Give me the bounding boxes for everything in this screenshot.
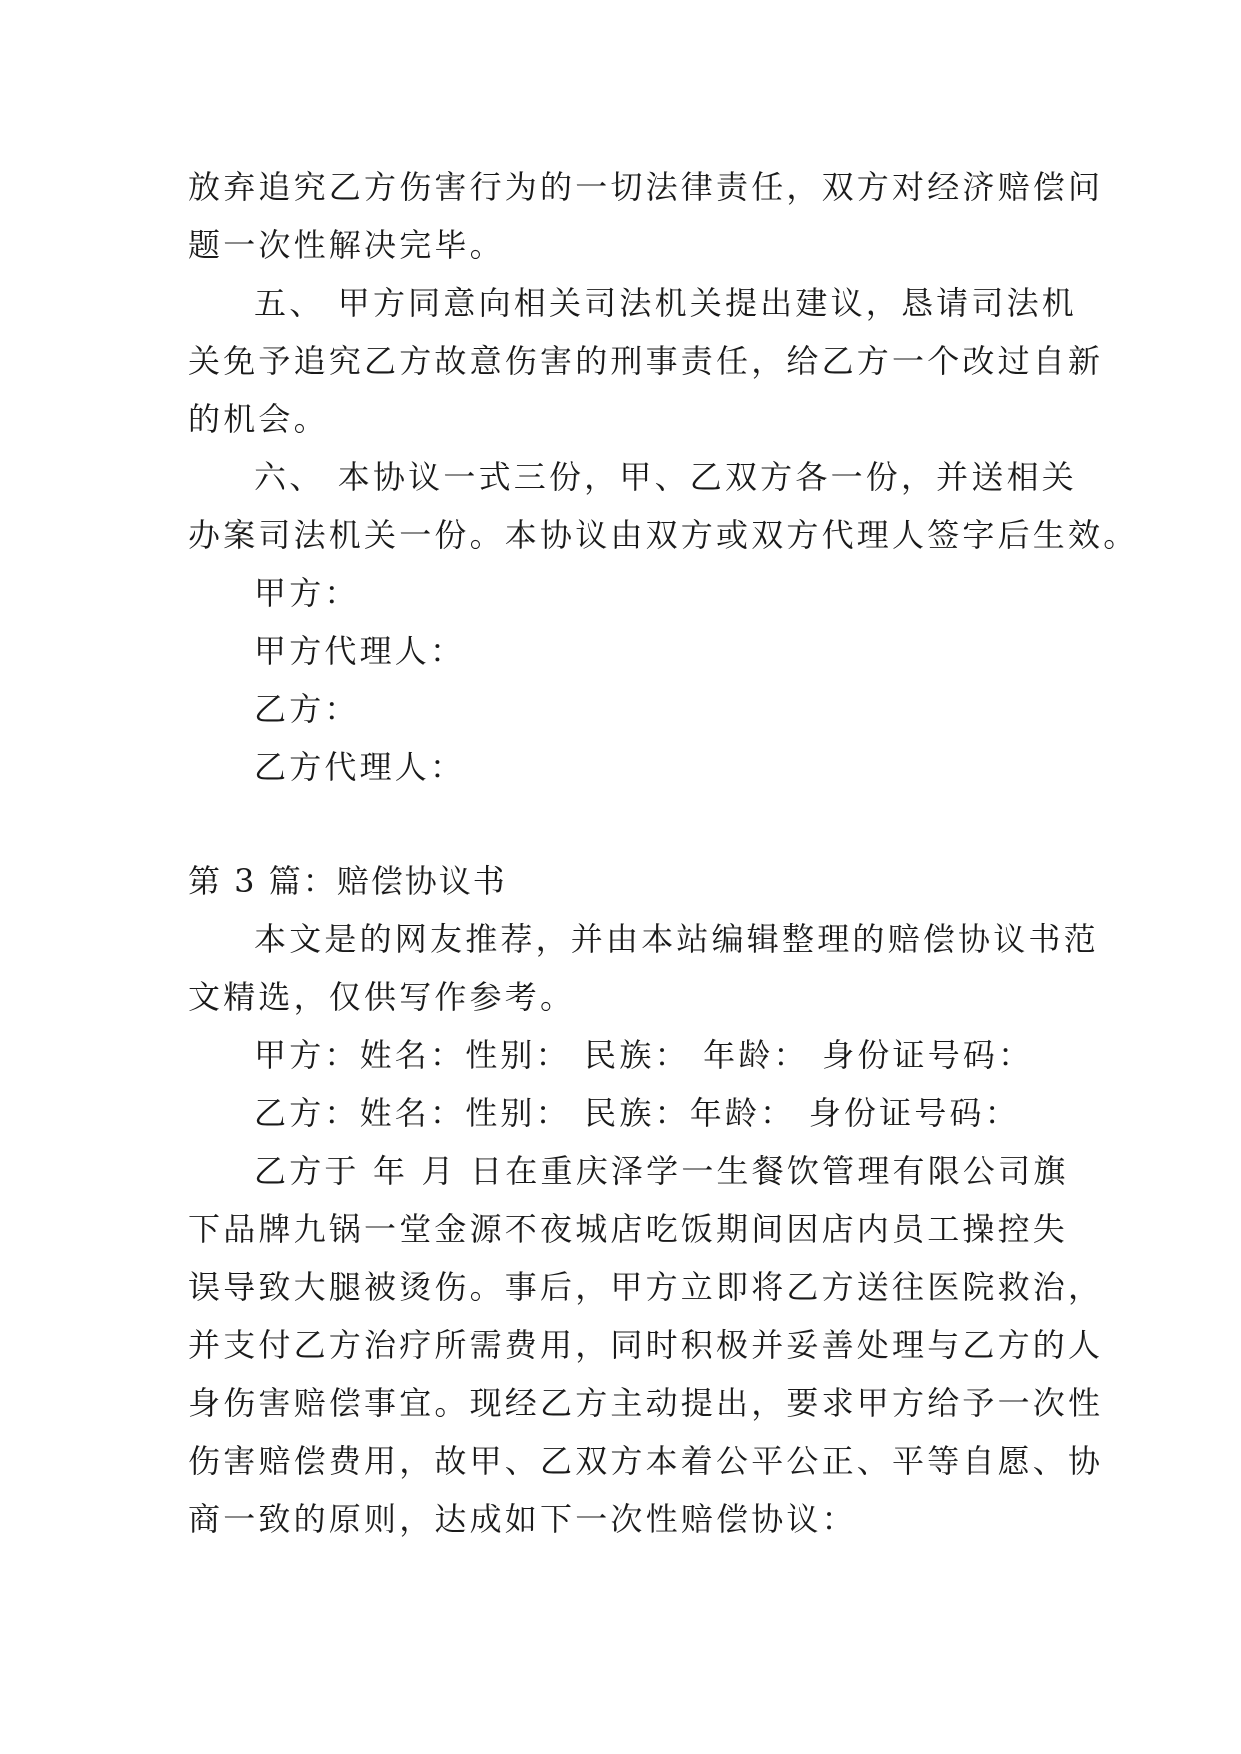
party-a-info: 甲方：姓名：性别： 民族： 年龄： 身份证号码：	[254, 1036, 1034, 1074]
paragraph-line: 办案司法机关一份。本协议由双方或双方代理人签字后生效。	[188, 516, 1139, 554]
paragraph-line: 下品牌九锅一堂金源不夜城店吃饭期间因店内员工操控失	[188, 1210, 1069, 1248]
paragraph-line: 文精选，仅供写作参考。	[188, 978, 576, 1016]
paragraph-line: 并支付乙方治疗所需费用，同时积极并妥善处理与乙方的人	[188, 1326, 1104, 1364]
paragraph-line: 乙方于 年 月 日在重庆泽学一生餐饮管理有限公司旗	[254, 1152, 1069, 1190]
paragraph-line: 伤害赔偿费用，故甲、乙双方本着公平公正、平等自愿、协	[188, 1442, 1104, 1480]
paragraph-line: 身伤害赔偿事宜。现经乙方主动提出，要求甲方给予一次性	[188, 1384, 1104, 1422]
clause-six: 六、 本协议一式三份，甲、乙双方各一份，并送相关	[254, 458, 1077, 496]
clause-five: 五、 甲方同意向相关司法机关提出建议，恳请司法机	[254, 284, 1077, 322]
paragraph-line: 关免予追究乙方故意伤害的刑事责任，给乙方一个改过自新	[188, 342, 1104, 380]
signature-party-a-agent: 甲方代理人：	[254, 632, 466, 670]
paragraph-line: 的机会。	[188, 400, 329, 438]
signature-party-b: 乙方：	[254, 690, 360, 728]
paragraph-line: 本文是的网友推荐，并由本站编辑整理的赔偿协议书范	[254, 920, 1099, 958]
paragraph-line: 商一致的原则，达成如下一次性赔偿协议：	[188, 1500, 857, 1538]
paragraph-line: 误导致大腿被烫伤。事后，甲方立即将乙方送往医院救治，	[188, 1268, 1104, 1306]
paragraph-line: 放弃追究乙方伤害行为的一切法律责任，双方对经济赔偿问	[188, 168, 1104, 206]
document-body	[188, 158, 1139, 1548]
paragraph-line: 题一次性解决完毕。	[188, 226, 505, 264]
signature-party-a: 甲方：	[254, 574, 360, 612]
section-heading: 第 3 篇：赔偿协议书	[188, 862, 507, 900]
section-spacer	[188, 796, 1068, 852]
party-b-info: 乙方：姓名：性别： 民族：年龄： 身份证号码：	[254, 1094, 1020, 1132]
signature-party-b-agent: 乙方代理人：	[254, 748, 466, 786]
